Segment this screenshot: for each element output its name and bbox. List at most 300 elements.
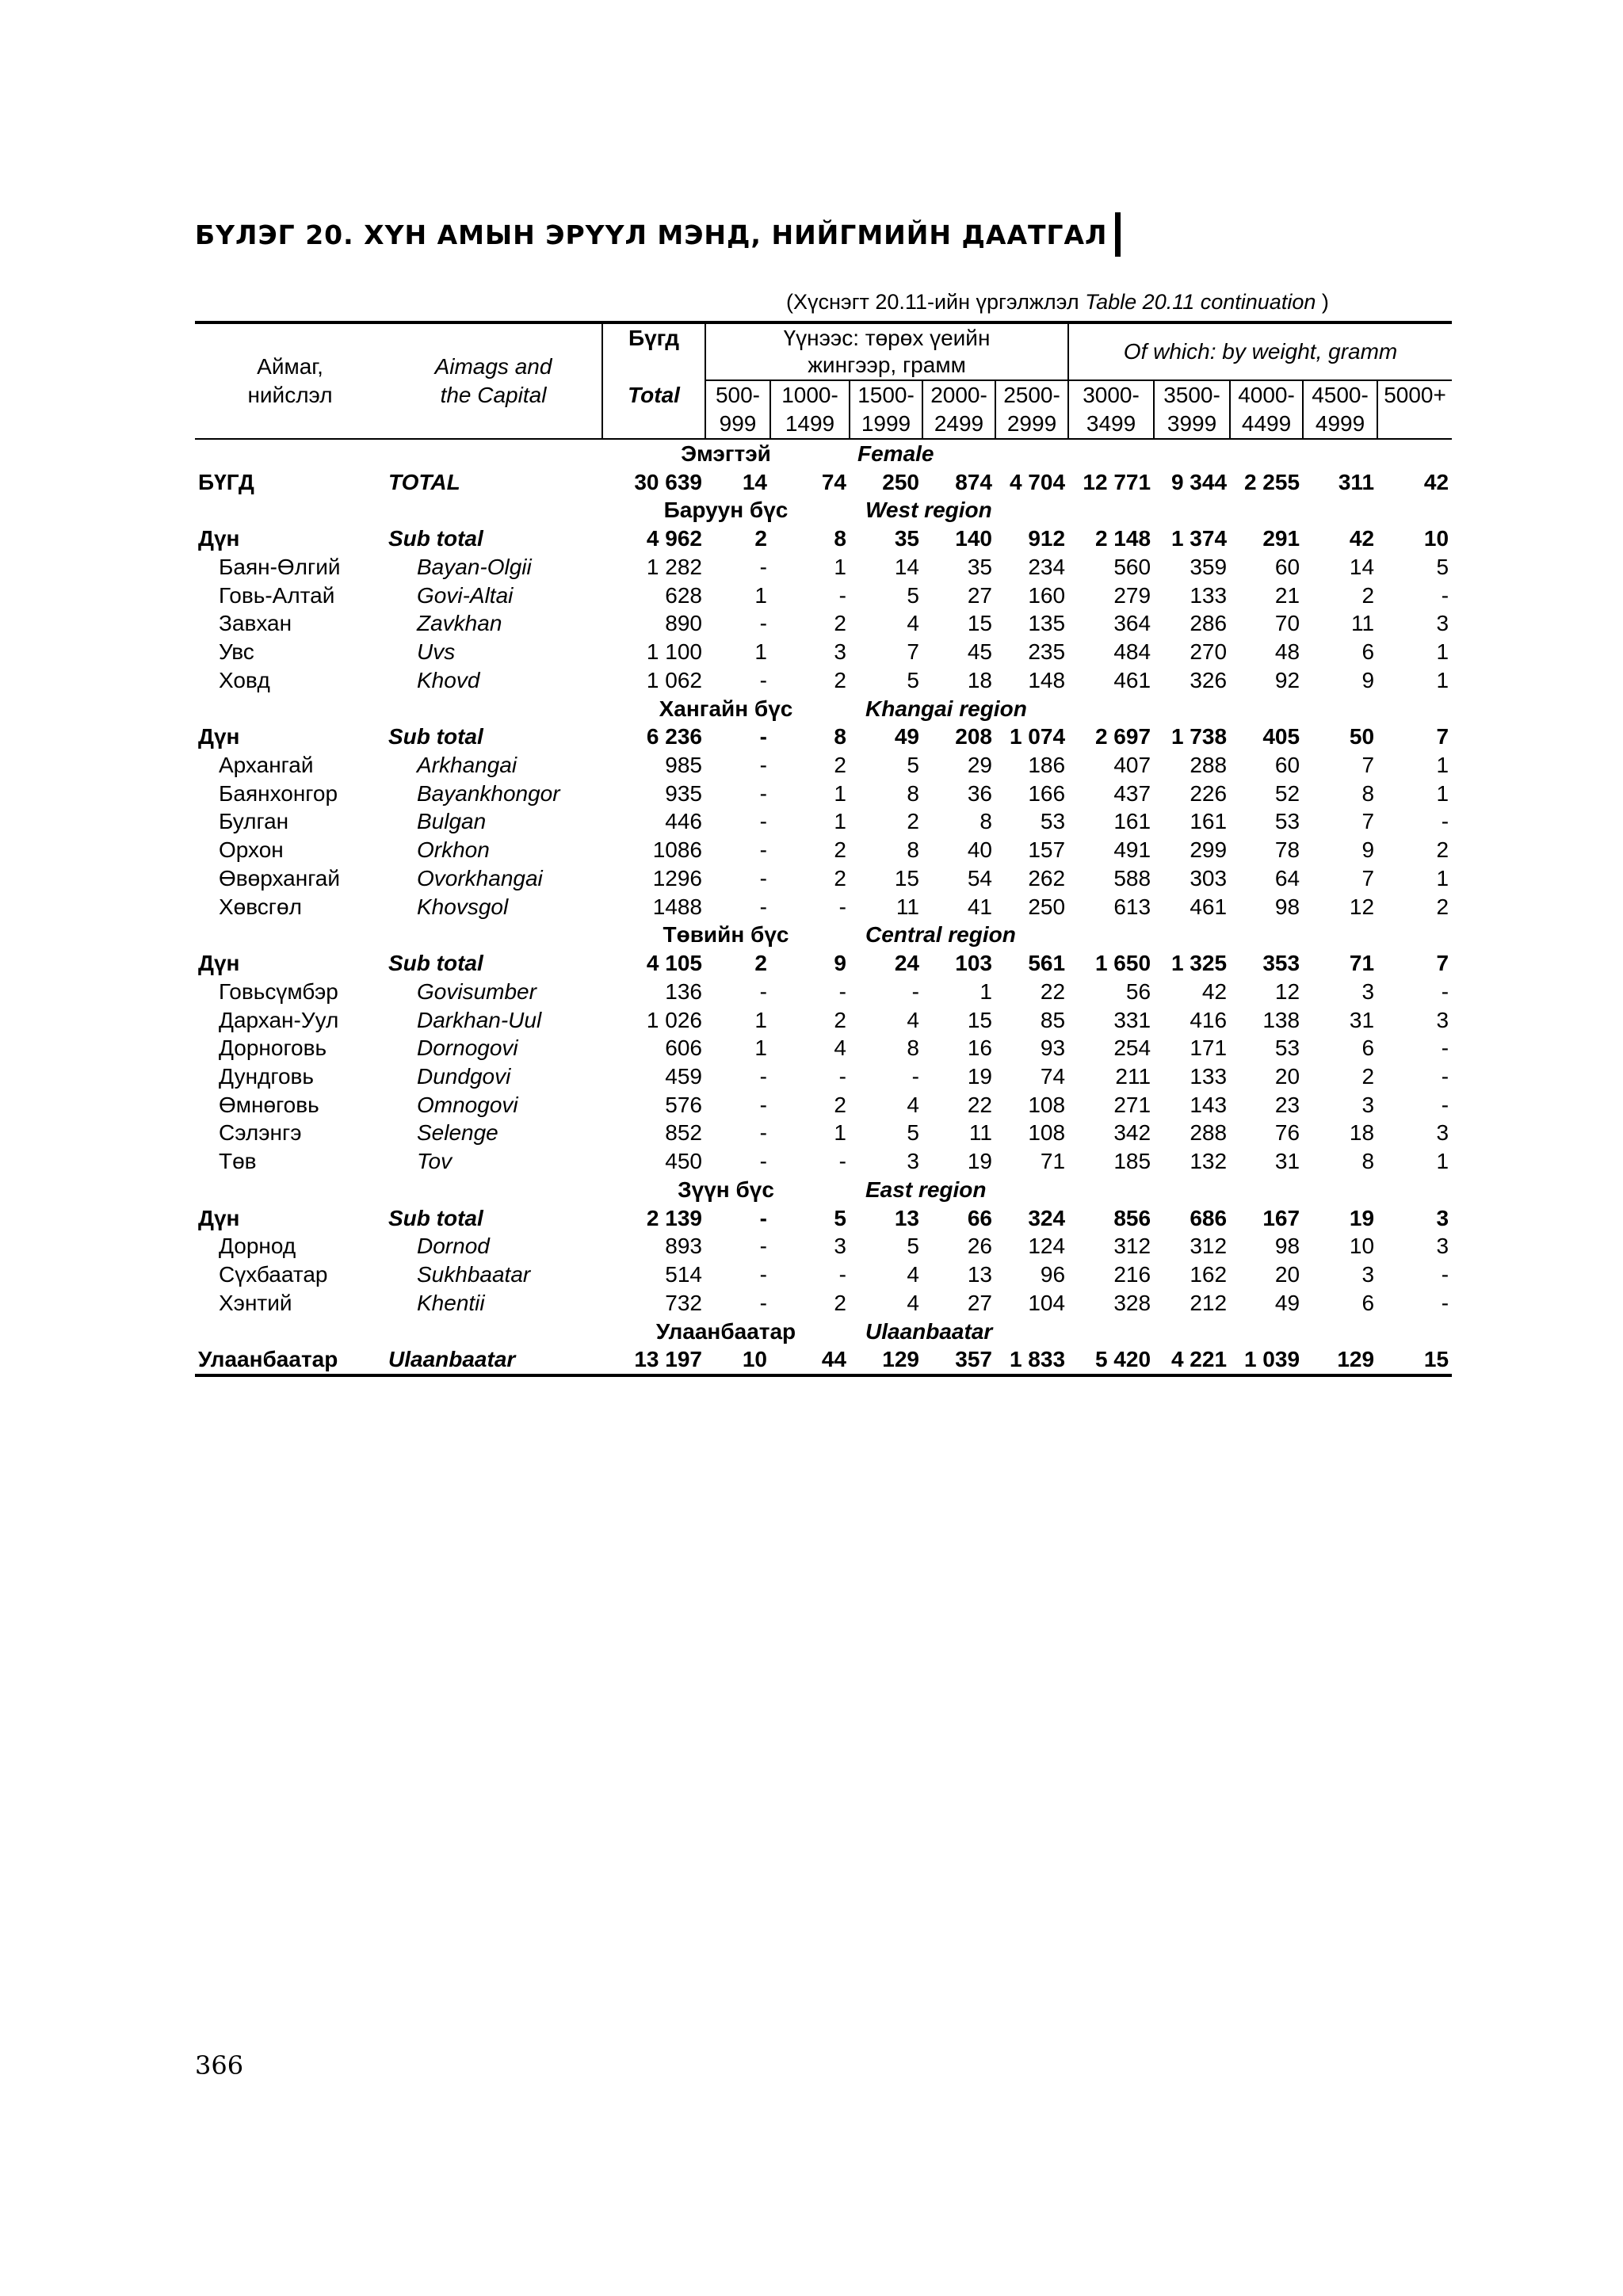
cell: 98 (1274, 894, 1300, 919)
table-body-ub (195, 1318, 1452, 1376)
cell: 15 (967, 611, 992, 636)
cell: 1 (834, 554, 846, 579)
cell: 185 (1113, 1149, 1151, 1174)
cell: - (759, 1262, 767, 1287)
cell: 353 (1262, 951, 1300, 976)
cell: 60 (1274, 554, 1300, 579)
cell: - (838, 582, 846, 608)
cell: 1 (754, 1035, 767, 1061)
cell: 6 (1361, 639, 1375, 665)
cell: - (1441, 1290, 1449, 1315)
cell: 208 (955, 724, 992, 749)
cell: 9 344 (1170, 469, 1228, 494)
cell: 18 (967, 667, 992, 692)
cell: 405 (1262, 724, 1300, 749)
cell: 461 (1190, 894, 1228, 919)
cell: 311 (1338, 469, 1375, 494)
bin-7-bottom: 3999 (1154, 410, 1230, 439)
table-continuation-note (786, 290, 1329, 315)
row-label-mn: Төв (219, 1149, 257, 1174)
cell: 291 (1262, 526, 1300, 551)
cell: 132 (1190, 1149, 1228, 1174)
cell: 162 (1190, 1262, 1228, 1287)
row-label-mn: Өмнөговь (219, 1092, 319, 1117)
cell: 19 (967, 1149, 992, 1174)
cell: 1 062 (646, 667, 702, 692)
births-by-weight-table (195, 321, 1452, 1377)
header-aimag-en (385, 322, 602, 380)
cell: 85 (1040, 1007, 1066, 1032)
cell: - (838, 1149, 846, 1174)
cell: 22 (1040, 978, 1066, 1004)
bin-5-bottom: 2999 (995, 410, 1068, 439)
table-row-ulaanbaatar (195, 1346, 1452, 1376)
cell: - (759, 837, 767, 863)
cell: 40 (967, 837, 992, 863)
cell: 359 (1190, 554, 1228, 579)
cell: 8 (1361, 780, 1375, 806)
cell: 312 (1113, 1234, 1151, 1259)
cell: 8 (907, 780, 919, 806)
cell: 1 074 (1009, 724, 1066, 749)
chapter-title: БҮЛЭГ 20. ХҮН АМЫН ЭРҮҮЛ МЭНД, НИЙГМИЙН ДААТГАЛ (195, 219, 1108, 250)
table-header (195, 322, 1452, 439)
row-label-en: Khovsgol (417, 894, 509, 919)
row-label-mn: Дундговь (219, 1063, 315, 1089)
cell: 912 (1028, 526, 1066, 551)
cell: 8 (907, 837, 919, 863)
cell: 1 (834, 780, 846, 806)
cell: 74 (1040, 1063, 1066, 1089)
cell: 7 (907, 639, 919, 665)
cell: 1 026 (646, 1007, 702, 1032)
cell: 6 236 (646, 724, 702, 749)
cell: 135 (1028, 611, 1066, 636)
table-row (195, 1119, 1452, 1148)
cell: 1 (1436, 639, 1449, 665)
header-aimag-mn (195, 322, 385, 380)
header-blank-1 (195, 410, 385, 439)
cell: 576 (665, 1092, 702, 1117)
section-spacer (195, 921, 602, 949)
row-label-en: Ovorkhangai (417, 865, 543, 891)
cell: 10 (1349, 1234, 1375, 1259)
table-row-subtotal (195, 1204, 1452, 1233)
header-of-which-mn-line1: Үүнээс: төрөх үеийн (783, 326, 991, 351)
cell: 561 (1028, 951, 1066, 976)
cell: 331 (1113, 1007, 1151, 1032)
header-blank-3 (602, 410, 705, 439)
section-row-ulaanbaatar (195, 1318, 1452, 1346)
cell: 8 (907, 1035, 919, 1061)
cell: 588 (1113, 865, 1151, 891)
cell: 1 374 (1170, 526, 1228, 551)
cell: - (759, 554, 767, 579)
row-label-en: Sukhbaatar (417, 1262, 531, 1287)
cell: 2 (834, 837, 846, 863)
cell: 2 (834, 1092, 846, 1117)
cell: 4 (907, 611, 919, 636)
cell: 2 (754, 951, 767, 976)
cell: - (838, 978, 846, 1004)
row-label-mn: Увс (219, 639, 254, 665)
cell: 14 (1349, 554, 1375, 579)
bin-3-top: 1500- (850, 380, 922, 410)
row-label-mn: Ховд (219, 667, 270, 692)
cell: 11 (968, 1120, 992, 1146)
cell: 326 (1190, 667, 1228, 692)
table-row-total (195, 468, 1452, 497)
row-label-en: Dornod (417, 1234, 490, 1259)
cell: 42 (1201, 978, 1228, 1004)
section-spacer-right (1154, 439, 1452, 468)
cell: 250 (1028, 894, 1066, 919)
cell: 148 (1028, 667, 1066, 692)
cell: - (1441, 1035, 1449, 1061)
cell: 262 (1028, 865, 1066, 891)
row-label-en: Sub total (388, 951, 483, 976)
cell: 613 (1113, 894, 1151, 919)
cell: 2 697 (1094, 724, 1151, 749)
table-row (195, 1233, 1452, 1261)
cell: 3 (907, 1149, 919, 1174)
cell: 437 (1113, 780, 1151, 806)
cell: 1 (1436, 1149, 1449, 1174)
cell: - (759, 809, 767, 834)
cell: 1 (1436, 865, 1449, 891)
cell: 3 (834, 639, 846, 665)
page-number: 366 (195, 2050, 244, 2081)
cell: 13 197 (602, 1346, 705, 1376)
cell: 19 (1349, 1205, 1375, 1230)
cell: 4 962 (646, 526, 702, 551)
row-label-mn: Булган (219, 809, 289, 834)
cell: 5 (907, 753, 919, 778)
header-of-which-mn-line2: жингээр, грамм (808, 353, 966, 378)
cell: 15 (967, 1007, 992, 1032)
row-label-en: Selenge (417, 1120, 498, 1146)
cell: 985 (665, 753, 702, 778)
cell: 874 (955, 469, 992, 494)
cell: 108 (1028, 1092, 1066, 1117)
cell: 364 (1113, 611, 1151, 636)
bin-4-top: 2000- (922, 380, 995, 410)
table-row-subtotal (195, 524, 1452, 553)
cell: - (759, 753, 767, 778)
cell: 1 833 (995, 1346, 1068, 1376)
row-label-mn: Дүн (198, 526, 240, 551)
cell: 2 (834, 667, 846, 692)
cell: 324 (1028, 1205, 1066, 1230)
cell: - (1441, 582, 1449, 608)
cell: 4 (834, 1035, 846, 1061)
cell: - (759, 724, 767, 749)
section-name-mn: Зүүн бүс (678, 1177, 774, 1202)
cell: 42 (1349, 526, 1375, 551)
row-label-en: Sub total (388, 1205, 483, 1230)
cell: 2 (1361, 582, 1375, 608)
cell: - (759, 1234, 767, 1259)
cell: 124 (1028, 1234, 1066, 1259)
cell: 3 (1436, 611, 1449, 636)
row-label-en: Zavkhan (417, 611, 502, 636)
cell: 98 (1274, 1234, 1300, 1259)
cell: 2 (1361, 1063, 1375, 1089)
section-row (195, 1176, 1452, 1204)
cell: 1 282 (646, 554, 702, 579)
cell: 1 738 (1170, 724, 1228, 749)
header-row-3 (195, 380, 1452, 410)
table-row (195, 1062, 1452, 1091)
table-row-subtotal (195, 723, 1452, 752)
cell: 2 (834, 611, 846, 636)
row-label-mn: Баян-Өлгий (219, 554, 341, 579)
cell: 157 (1028, 837, 1066, 863)
cell: - (759, 894, 767, 919)
cell: 23 (1274, 1092, 1300, 1117)
cell: 49 (1274, 1290, 1300, 1315)
table-row (195, 893, 1452, 921)
section-spacer (195, 1176, 602, 1204)
cell: 560 (1113, 554, 1151, 579)
row-label-en: Orkhon (417, 837, 490, 863)
cell: - (838, 1063, 846, 1089)
cell: - (1441, 1092, 1449, 1117)
continuation-en: Table 20.11 continuation (1085, 290, 1316, 314)
cell: 22 (967, 1092, 992, 1117)
cell: 12 771 (1083, 469, 1151, 494)
section-name-mn: Төвийн бүс (663, 922, 789, 948)
cell: 64 (1274, 865, 1300, 891)
cell: 133 (1190, 1063, 1228, 1089)
header-aimag-en-2: the Capital (440, 382, 547, 407)
bin-4-bottom: 2499 (922, 410, 995, 439)
section-spacer (195, 439, 602, 468)
cell: - (759, 667, 767, 692)
header-aimag-en-line1: Aimags and (434, 354, 552, 379)
cell: 74 (821, 469, 846, 494)
header-blank-2 (385, 410, 602, 439)
cell: 299 (1190, 837, 1228, 863)
cell: 3 (1436, 1120, 1449, 1146)
table-body (195, 439, 1452, 1318)
row-label-mn: Архангай (219, 753, 314, 778)
cell: 2 148 (1094, 526, 1151, 551)
row-label-en: Darkhan-Uul (417, 1007, 542, 1032)
section-spacer-right (1154, 695, 1452, 723)
cell: 1 (1436, 780, 1449, 806)
row-label-mn: Дорнод (219, 1234, 296, 1259)
cell: 31 (1274, 1149, 1300, 1174)
row-label-mn: Дүн (198, 1205, 240, 1230)
cell: - (1441, 978, 1449, 1004)
row-label-mn: Баянхонгор (219, 780, 338, 806)
cell: 13 (967, 1262, 992, 1287)
cell: 852 (665, 1120, 702, 1146)
cell: 235 (1028, 639, 1066, 665)
chapter-header (195, 212, 1121, 257)
header-total-spacer (602, 353, 705, 381)
cell: - (838, 1262, 846, 1287)
row-label-en: Sub total (388, 724, 483, 749)
cell: 24 (894, 951, 919, 976)
table-row (195, 638, 1452, 666)
cell: 7 (1361, 865, 1375, 891)
cell: 270 (1190, 639, 1228, 665)
cell: 16 (967, 1035, 992, 1061)
section-spacer-right (1154, 1318, 1452, 1346)
cell: 104 (1028, 1290, 1066, 1315)
bin-2-bottom: 1499 (770, 410, 850, 439)
table-row (195, 666, 1452, 695)
table-row (195, 751, 1452, 780)
cell: 2 (834, 753, 846, 778)
cell: 3 (1361, 1262, 1375, 1287)
cell: - (759, 1120, 767, 1146)
cell: 1086 (652, 837, 702, 863)
cell: 4 221 (1154, 1346, 1230, 1376)
cell: - (759, 1205, 767, 1230)
table-row (195, 864, 1452, 893)
cell: 186 (1028, 753, 1066, 778)
cell: 54 (967, 865, 992, 891)
section-row (195, 695, 1452, 723)
cell: 1296 (652, 865, 702, 891)
cell: - (1441, 1262, 1449, 1287)
cell: 143 (1190, 1092, 1228, 1117)
cell: 893 (665, 1234, 702, 1259)
row-label-mn: Өвөрхангай (219, 865, 341, 891)
cell: 31 (1349, 1007, 1375, 1032)
cell: 14 (894, 554, 919, 579)
cell: 8 (980, 809, 992, 834)
continuation-mn: (Хүснэгт 20.11-ийн үргэлжлэл (786, 290, 1079, 314)
table-row (195, 978, 1452, 1006)
cell: 12 (1349, 894, 1375, 919)
cell: 288 (1190, 753, 1228, 778)
cell: 1 (754, 1007, 767, 1032)
row-label-en: Dundgovi (417, 1063, 511, 1089)
row-label-mn: Хэнтий (219, 1290, 292, 1315)
row-label-en: Bulgan (417, 809, 487, 834)
cell: 20 (1274, 1262, 1300, 1287)
header-of-which-mn (705, 322, 1068, 380)
cell: 3 (1361, 978, 1375, 1004)
row-label-en: TOTAL (388, 469, 460, 494)
section-name-en: Central region (865, 922, 1016, 948)
cell: 45 (967, 639, 992, 665)
section-name-mn: Баруун бүс (663, 498, 789, 523)
cell: 6 (1361, 1035, 1375, 1061)
cell: 53 (1274, 1035, 1300, 1061)
cell: 129 (1303, 1346, 1377, 1376)
cell: 212 (1190, 1290, 1228, 1315)
cell: 36 (967, 780, 992, 806)
cell: 15 (894, 865, 919, 891)
cell: 342 (1113, 1120, 1151, 1146)
cell: 2 (907, 809, 919, 834)
cell: 44 (770, 1346, 850, 1376)
row-label-mn: Дүн (198, 724, 240, 749)
cell: 250 (882, 469, 919, 494)
cell: 5 (1436, 554, 1449, 579)
row-label-en: Govisumber (417, 978, 537, 1004)
cell: 7 (1436, 951, 1449, 976)
cell: 1488 (652, 894, 702, 919)
continuation-close: ) (1321, 290, 1329, 314)
cell: 167 (1262, 1205, 1300, 1230)
cell: 27 (967, 1290, 992, 1315)
row-label-en: Khovd (417, 667, 480, 692)
cell: - (759, 1290, 767, 1315)
cell: 13 (894, 1205, 919, 1230)
bin-5-top: 2500- (995, 380, 1068, 410)
row-label-mn: Говьсүмбэр (219, 978, 338, 1004)
cell: 5 (907, 582, 919, 608)
cell: 56 (1125, 978, 1151, 1004)
cell: 211 (1115, 1063, 1151, 1089)
row-label-mn: Дүн (198, 951, 240, 976)
cell: 129 (850, 1346, 922, 1376)
cell: 136 (665, 978, 702, 1004)
cell: 160 (1028, 582, 1066, 608)
cell: 78 (1274, 837, 1300, 863)
row-label-mn: Хөвсгөл (219, 894, 302, 919)
cell: 1 (754, 582, 767, 608)
cell: 1 (834, 809, 846, 834)
cell: 30 639 (634, 469, 702, 494)
section-spacer-right (1154, 496, 1452, 524)
row-label-mn: Дорноговь (219, 1035, 327, 1061)
cell: 161 (1190, 809, 1228, 834)
section-spacer (195, 1318, 602, 1346)
cell: 49 (894, 724, 919, 749)
cell: 48 (1274, 639, 1300, 665)
section-row (195, 921, 1452, 949)
cell: 4 105 (646, 951, 702, 976)
cell: 1 (834, 1120, 846, 1146)
section-name-mn: Эмэгтэй (681, 441, 771, 466)
row-label-en: Uvs (417, 639, 456, 665)
cell: - (759, 865, 767, 891)
cell: 1 (1436, 753, 1449, 778)
table-row (195, 836, 1452, 864)
cell: 2 (754, 526, 767, 551)
section-row (195, 496, 1452, 524)
cell: 1 (754, 639, 767, 665)
cell: 26 (967, 1234, 992, 1259)
cell: - (1441, 809, 1449, 834)
cell: 161 (1113, 809, 1151, 834)
cell: 606 (665, 1035, 702, 1061)
cell: - (759, 1092, 767, 1117)
cell: 2 (834, 1007, 846, 1032)
cell: 27 (967, 582, 992, 608)
cell: 8 (834, 724, 846, 749)
row-label-mn: Завхан (219, 611, 292, 636)
cell: 20 (1274, 1063, 1300, 1089)
cell: 171 (1190, 1035, 1228, 1061)
row-label-en: Bayan-Olgii (417, 554, 532, 579)
section-name-mn: Улаанбаатар (655, 1318, 796, 1344)
row-label-en: Ulaanbaatar (385, 1346, 602, 1376)
cell: 10 (705, 1346, 770, 1376)
cell: 19 (967, 1063, 992, 1089)
bin-8-top: 4000- (1230, 380, 1303, 410)
row-label-en: Arkhangai (417, 753, 517, 778)
bin-10-bottom (1377, 410, 1452, 439)
table-row (195, 1091, 1452, 1119)
